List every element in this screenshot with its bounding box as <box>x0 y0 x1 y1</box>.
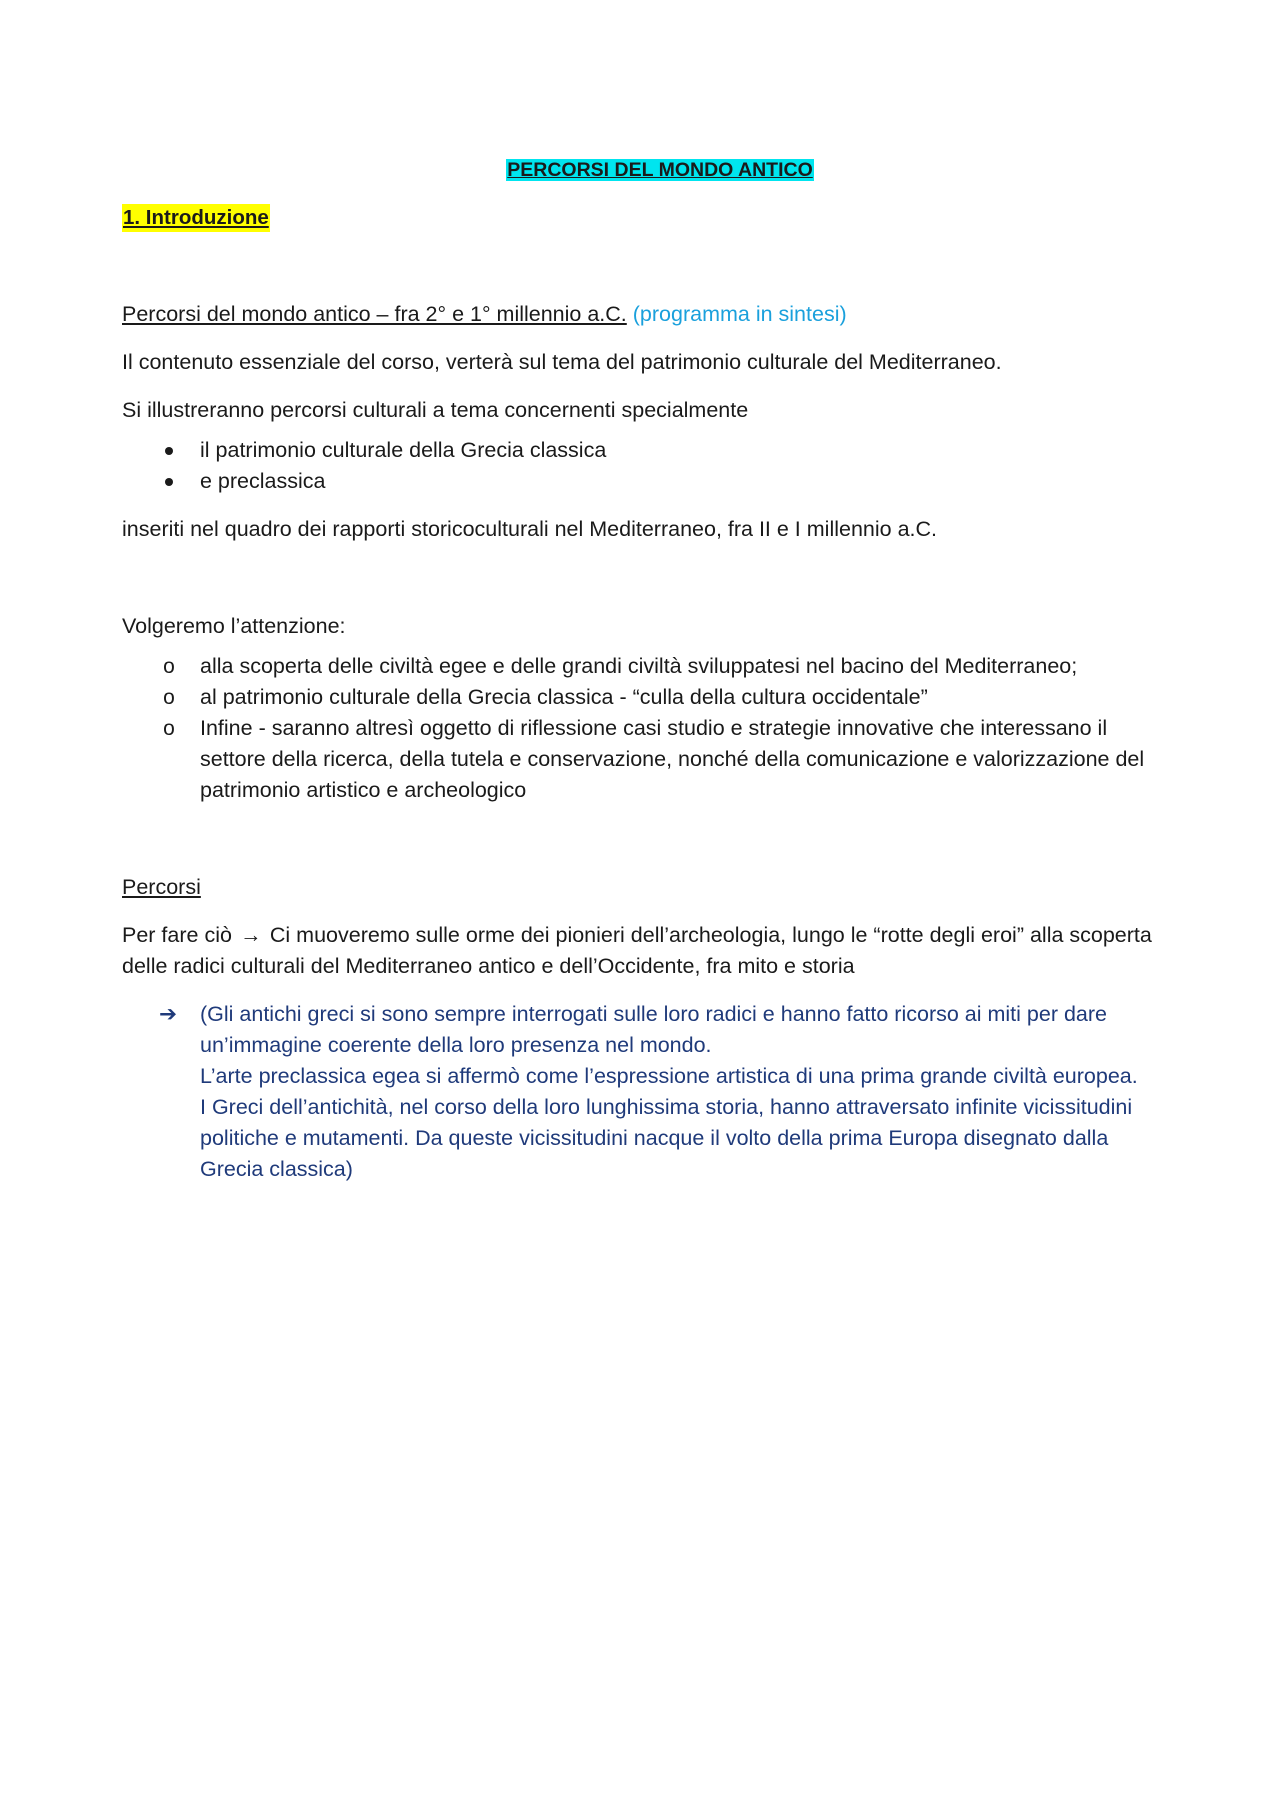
list-item-text: il patrimonio culturale della Grecia classica <box>200 438 607 462</box>
paragraph-1: Il contenuto essenziale del corso, verterà sul tema del patrimonio culturale del Mediterraneo. <box>122 350 1002 374</box>
circle-bullet-icon: o <box>163 686 175 709</box>
circle-bullet-icon: o <box>163 655 175 678</box>
subtitle-underlined: Percorsi del mondo antico – fra 2° e 1° millennio a.C. <box>122 302 627 326</box>
paragraph-5 <box>122 920 1162 982</box>
paragraph-5-rest: Ci muoveremo sulle orme dei pionieri dell’archeologia, lungo le “rotte degli eroi” alla scoperta delle radici culturali del Mediterraneo antico e dell’Occidente, fra mito e storia <box>122 923 1152 978</box>
list-item <box>122 466 1162 497</box>
percorsi-heading: Percorsi <box>122 875 201 899</box>
list-item <box>122 713 1162 806</box>
right-arrow-icon: → <box>240 923 262 947</box>
subtitle-line <box>122 299 1162 330</box>
circle-bullet-list <box>122 651 1162 806</box>
spacer <box>122 233 1162 299</box>
section-heading-container <box>122 202 1162 233</box>
list-item <box>122 435 1162 466</box>
arrow-note-line: L’arte preclassica egea si affermò come l’espressione artistica di una prima grande civiltà europea. <box>200 1064 1138 1088</box>
title-container <box>122 154 1162 185</box>
arrow-note-block <box>122 999 1162 1185</box>
list-item-text: e preclassica <box>200 469 326 493</box>
list-item-text: al patrimonio culturale della Grecia classica - “culla della cultura occidentale” <box>200 685 928 709</box>
bullet-dot-icon <box>159 435 179 466</box>
list-item <box>122 682 1162 713</box>
arrow-note-line: (Gli antichi greci si sono sempre interrogati sulle loro radici e hanno fatto ricorso ai miti per dare un’immagine coerente della loro presenza nel mondo. <box>200 1002 1107 1057</box>
spacer <box>122 823 1162 872</box>
spacer <box>122 562 1162 611</box>
paragraph-5-start: Per fare ciò <box>122 923 232 947</box>
percorsi-heading-line <box>122 872 1162 903</box>
paragraph-4: Volgeremo l’attenzione: <box>122 614 346 638</box>
list-item-text: alla scoperta delle civiltà egee e delle grandi civiltà sviluppatesi nel bacino del Mediterraneo; <box>200 654 1078 678</box>
paragraph-3: inseriti nel quadro dei rapporti storicoculturali nel Mediterraneo, fra II e I millennio a.C. <box>122 517 938 541</box>
document-body <box>122 154 1162 1185</box>
list-item-text: Infine - saranno altresì oggetto di riflessione casi studio e strategie innovative che interessano il settore della ricerca, della tutela e conservazione, nonché della comunicazione e valorizzazione del patrimonio artistico e archeologico <box>200 716 1145 802</box>
paragraph-2: Si illustreranno percorsi culturali a tema concernenti specialmente <box>122 398 749 422</box>
circle-bullet-icon: o <box>163 717 175 740</box>
list-item <box>122 651 1162 682</box>
bullet-list <box>122 435 1162 497</box>
arrow-note-line: I Greci dell’antichità, nel corso della loro lunghissima storia, hanno attraversato infinite vicissitudini politiche e mutamenti. Da queste vicissitudini nacque il volto della prima Europa disegnato dalla Grecia classica) <box>200 1095 1133 1181</box>
bold-arrow-icon: ➔ <box>159 1002 178 1026</box>
section-heading: 1. Introduzione <box>122 204 270 232</box>
document-title: PERCORSI DEL MONDO ANTICO <box>507 159 813 181</box>
subtitle-note: (programma in sintesi) <box>632 302 847 326</box>
bullet-dot-icon <box>159 466 179 497</box>
